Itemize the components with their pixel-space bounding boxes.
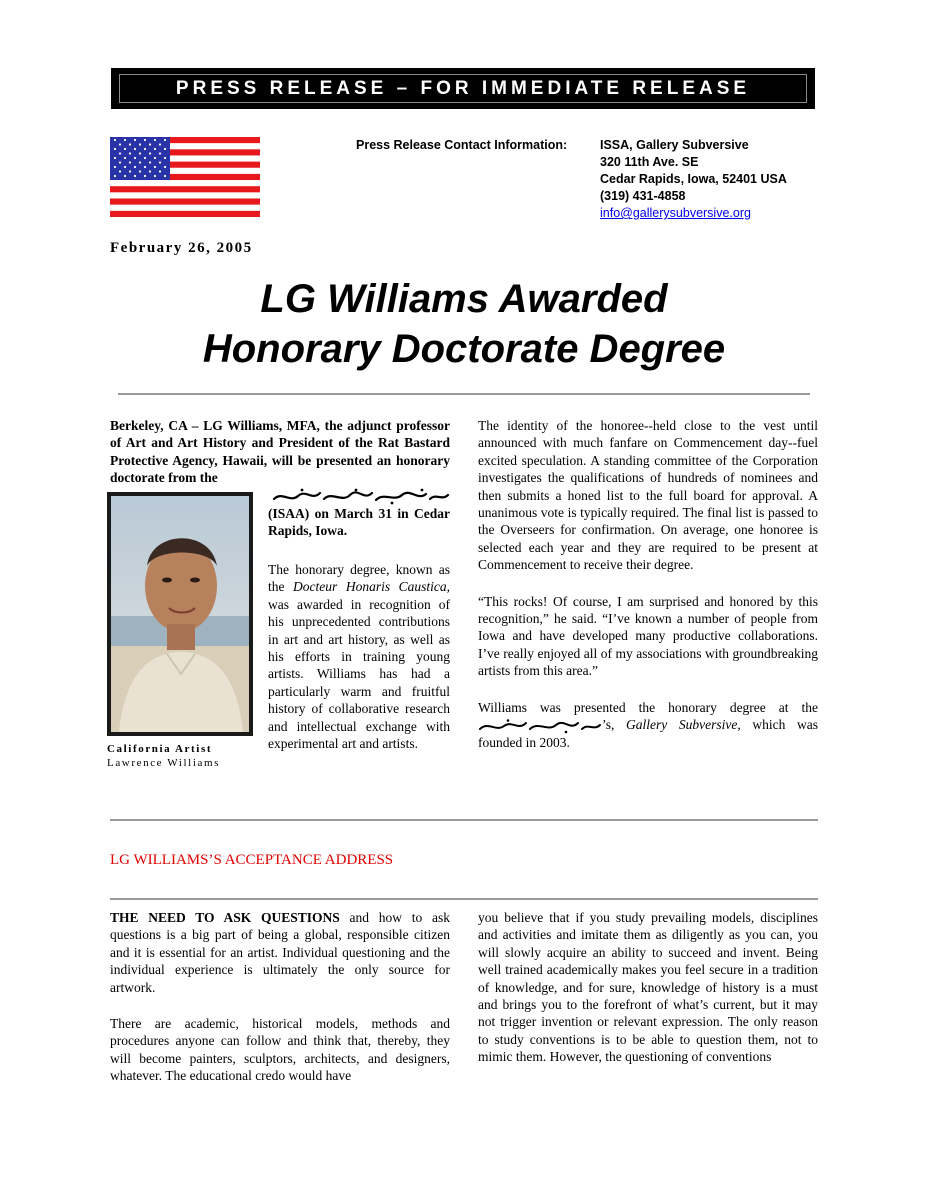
arabic-institution-name-image-inline [478, 718, 602, 734]
gallery-name: Gallery Subversive [626, 717, 738, 733]
arabic-institution-name-image [272, 487, 450, 505]
degree-name: Docteur Honaris Caustica [293, 579, 447, 595]
address-text-1: and how to ask questions is a big part of being a global, responsible citizen and it is essential for an artist. Individual questioning and the individual experience is ultimately the only source for artwork. [110, 910, 450, 995]
contact-phone: (319) 431-4858 [600, 189, 686, 203]
lead-paragraph: Berkeley, CA – LG Williams, MFA, the adjunct professor of Art and Art History and President of the Rat Bastard Protective Agency, Hawaii, will be presented an honorary doctorate from the [110, 418, 450, 486]
honor-text-1: The honorary degree, known as the [268, 562, 450, 595]
contact-details [600, 137, 787, 222]
contact-street: 320 11th Ave. SE [600, 155, 699, 169]
quote-paragraph: “This rocks! Of course, I am surprised and honored by this recognition,” he said. “I’ve known a number of people from Iowa and have developed many productive collaborations. I’ve really enjoyed all of my associations with groundbreaking artists from this area.” [478, 593, 818, 679]
honor-text-2: , was awarded in recognition of his unprecedented contributions in art and art history, as well as his efforts in training young artists. Williams has had a particularly warm and fruitful history of collaborative research and intellectual exchange with experimental art and artists. [268, 579, 451, 752]
section-divider-bottom [110, 898, 818, 900]
address-lead-bold: THE NEED TO ASK QUESTIONS [110, 910, 340, 925]
divider-rule [118, 393, 810, 395]
contact-city: Cedar Rapids, Iowa, 52401 USA [600, 172, 787, 186]
right-column [478, 417, 818, 770]
section-title: LG WILLIAMS’S ACCEPTANCE ADDRESS [110, 852, 394, 868]
contact-label: Press Release Contact Information: [356, 138, 568, 152]
headline-line-1: LG Williams Awarded [260, 277, 668, 321]
identity-paragraph: The identity of the honoree--held close to the vest until announced with much fanfare on Commencement day--fuel excited speculation. A standing committee of the Corporation investigates the qualifications of hundreds of nominees and then submits a honed list to the full board for approval. A unanimous vote is typically required. The final list is passed to the Overseers for confirmation. On average, one honoree is selected each year and they are required to be present at Commencement to receive their degree. [478, 418, 818, 573]
contact-email-link[interactable]: info@gallerysubversive.org [600, 206, 751, 220]
section-divider-top [110, 819, 818, 821]
contact-org: ISSA, Gallery Subversive [600, 138, 749, 152]
presentation-paragraph [478, 699, 818, 752]
presentation-text-1: Williams was presented the honorary degree at the [478, 699, 818, 715]
press-release-banner [111, 68, 815, 109]
presentation-text-3: , which was founded in 2003. [478, 717, 818, 750]
us-flag-image [110, 137, 260, 217]
lead-paragraph-tail: (ISAA) on March 31 in Cedar Rapids, Iowa. [268, 506, 450, 539]
address-paragraph-2: There are academic, historical models, methods and procedures anyone can follow and think that, thereby, they will become painters, sculptors, architects, and designers, whatever. The educational credo would have [110, 1016, 450, 1084]
honorary-degree-paragraph [268, 561, 450, 752]
headline-line-2: Honorary Doctorate Degree [202, 327, 726, 371]
photo-caption [107, 742, 220, 770]
caption-title: California Artist [107, 743, 213, 755]
artist-photo [107, 492, 253, 736]
release-date: February 26, 2005 [110, 240, 253, 256]
address-paragraph-1 [110, 909, 450, 996]
banner-text: PRESS RELEASE – FOR IMMEDIATE RELEASE [119, 74, 807, 103]
presentation-text-2: ’s, [602, 717, 627, 733]
headline [110, 274, 818, 374]
artist-portrait-image [111, 496, 249, 732]
caption-name: Lawrence Williams [107, 757, 220, 769]
address-left-column [110, 909, 450, 1104]
address-right-column: you believe that if you study prevailing models, disciplines and activities and imitate them as diligently as you can, you will slowly acquire an ability to succeed and invent. Being well trained academically makes you feel secure in a tradition of knowledge, and for sure, knowledge of history is a must and brings you to the forefront of what’s current, but it may not trigger invention or relevant expression. The only reason to study conventions is to be able to question them, not to mimic them. However, the questioning of conventions [478, 910, 818, 1065]
